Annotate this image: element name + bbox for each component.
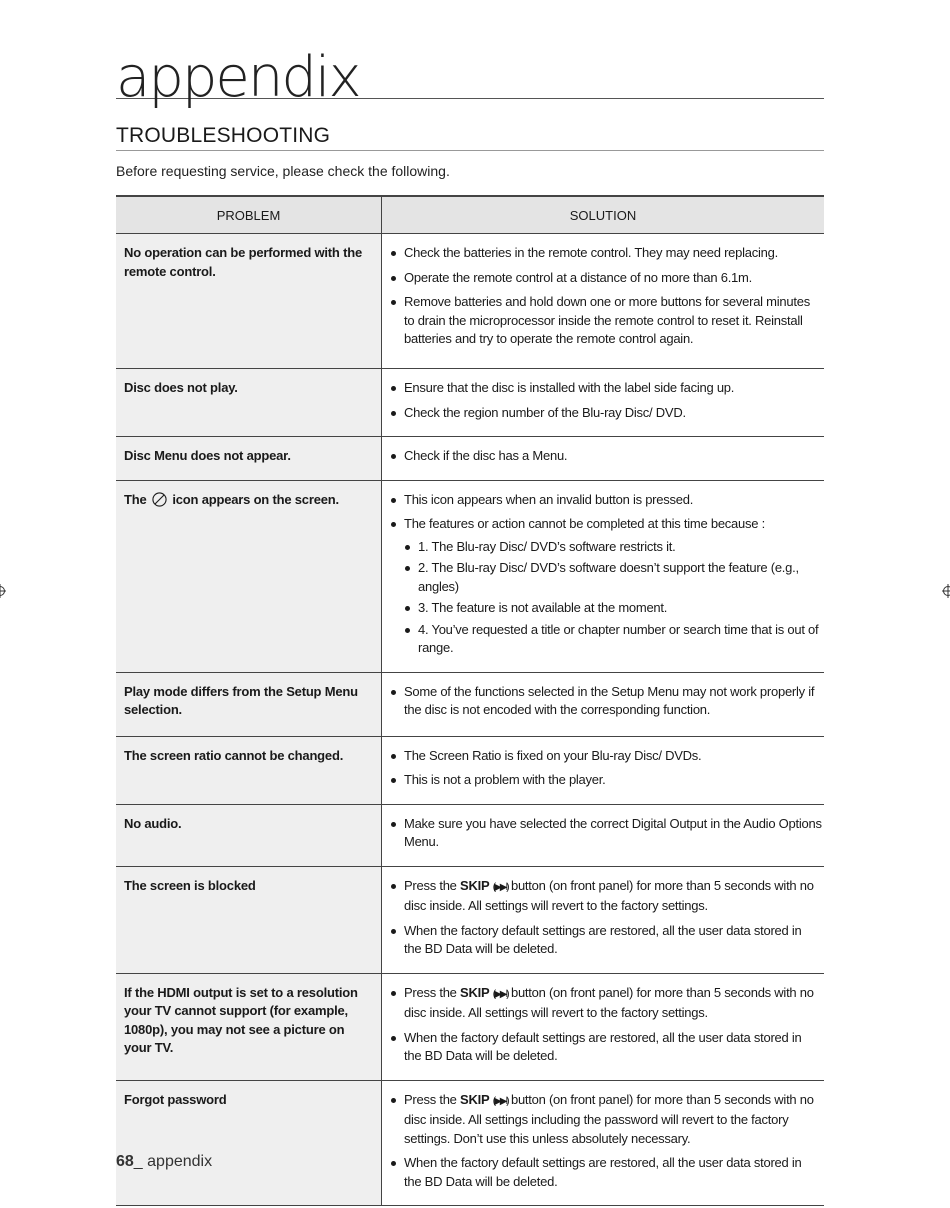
problem-cell: Forgot password — [116, 1080, 382, 1206]
table-row — [116, 369, 824, 437]
solution-item: Check if the disc has a Menu. — [390, 447, 822, 466]
solution-cell — [382, 480, 825, 672]
table-row — [116, 973, 824, 1080]
table-row — [116, 234, 824, 369]
table-row — [116, 804, 824, 866]
solution-item: Check the region number of the Blu-ray Disc/ DVD. — [390, 404, 822, 423]
table-row — [116, 480, 824, 672]
solution-cell — [382, 736, 825, 804]
problem-cell — [116, 480, 382, 672]
press-text-rest: button (on front panel) for more than 5 seconds with no disc inside. All settings including the password will revert to the factory settings. Don’t use this unless absolutely necessary. — [404, 1091, 814, 1146]
solution-cell — [382, 672, 825, 736]
solution-item-text: The features or action cannot be completed at this time because : — [404, 516, 765, 531]
solution-list — [390, 244, 822, 349]
problem-text-start: The — [124, 491, 147, 507]
solution-list — [390, 491, 822, 658]
solution-cell — [382, 804, 825, 866]
solution-list — [390, 747, 822, 790]
solution-item: Ensure that the disc is installed with the label side facing up. — [390, 379, 822, 398]
table-header-row — [116, 196, 824, 234]
solution-column-header: SOLUTION — [382, 196, 825, 234]
solution-cell — [382, 369, 825, 437]
problem-cell: No operation can be performed with the remote control. — [116, 234, 382, 369]
problem-cell: Play mode differs from the Setup Menu selection. — [116, 672, 382, 736]
solution-list — [390, 1091, 822, 1192]
table-row — [116, 1080, 824, 1206]
reason-item: 4. You’ve requested a title or chapter number or search time that is out of range. — [404, 621, 822, 658]
problem-text-end: icon appears on the screen. — [172, 491, 339, 507]
intro-text: Before requesting service, please check the following. — [116, 163, 450, 179]
problem-cell: If the HDMI output is set to a resolution your TV cannot support (for example, 1080p), you may not see a picture on your TV. — [116, 973, 382, 1080]
troubleshooting-table — [116, 195, 824, 1206]
problem-cell: Disc Menu does not appear. — [116, 437, 382, 481]
skip-icon: (▶▶I) — [492, 988, 508, 1000]
solution-item: When the factory default settings are restored, all the user data stored in the BD Data will be deleted. — [390, 1154, 822, 1191]
page-number: 68 — [116, 1153, 134, 1170]
problem-cell: The screen is blocked — [116, 866, 382, 973]
solution-item — [390, 877, 822, 916]
reason-list — [404, 538, 822, 658]
registration-mark-icon — [942, 584, 950, 598]
table-row — [116, 437, 824, 481]
solution-item: The Screen Ratio is fixed on your Blu-ray Disc/ DVDs. — [390, 747, 822, 766]
problem-column-header: PROBLEM — [116, 196, 382, 234]
problem-cell: Disc does not play. — [116, 369, 382, 437]
registration-mark-icon — [0, 584, 6, 598]
skip-button-label: SKIP — [460, 877, 490, 893]
solution-list — [390, 984, 822, 1066]
solution-item: Operate the remote control at a distance of no more than 6.1m. — [390, 269, 822, 288]
solution-cell — [382, 973, 825, 1080]
press-text-rest: button (on front panel) for more than 5 seconds with no disc inside. All settings will revert to the factory settings. — [404, 984, 814, 1020]
section-title: TROUBLESHOOTING — [116, 124, 331, 147]
press-text: Press the — [404, 877, 457, 893]
prohibited-icon — [152, 492, 167, 507]
solution-list — [390, 379, 822, 422]
solution-list — [390, 683, 822, 720]
press-text: Press the — [404, 1091, 457, 1107]
skip-icon: (▶▶I) — [492, 881, 508, 893]
press-text: Press the — [404, 984, 457, 1000]
skip-button-label: SKIP — [460, 1091, 490, 1107]
solution-list — [390, 877, 822, 959]
solution-item: Some of the functions selected in the Setup Menu may not work properly if the disc is not encoded with the corresponding function. — [390, 683, 822, 720]
skip-icon: (▶▶I) — [492, 1095, 508, 1107]
solution-list — [390, 447, 822, 466]
solution-item: When the factory default settings are restored, all the user data stored in the BD Data will be deleted. — [390, 1029, 822, 1066]
reason-item: 1. The Blu-ray Disc/ DVD’s software restricts it. — [404, 538, 822, 557]
solution-item — [390, 984, 822, 1023]
solution-list — [390, 815, 822, 852]
table-row — [116, 866, 824, 973]
solution-cell — [382, 1080, 825, 1206]
skip-button-label: SKIP — [460, 984, 490, 1000]
solution-item: This icon appears when an invalid button is pressed. — [390, 491, 822, 510]
solution-item — [390, 515, 822, 658]
solution-cell — [382, 866, 825, 973]
table-row — [116, 672, 824, 736]
solution-item: Check the batteries in the remote control. They may need replacing. — [390, 244, 822, 263]
press-text-rest: button (on front panel) for more than 5 seconds with no disc inside. All settings will revert to the factory settings. — [404, 877, 814, 913]
solution-item: Remove batteries and hold down one or more buttons for several minutes to drain the microprocessor inside the remote control to reset it. Reinstall batteries and try to operate the remote control again. — [390, 293, 822, 349]
solution-item: When the factory default settings are restored, all the user data stored in the BD Data will be deleted. — [390, 922, 822, 959]
table-row — [116, 736, 824, 804]
section-header — [116, 124, 824, 151]
page-label: _ appendix — [133, 1153, 213, 1170]
solution-item: This is not a problem with the player. — [390, 771, 822, 790]
problem-cell: No audio. — [116, 804, 382, 866]
page-footer — [116, 1153, 212, 1171]
chapter-header — [116, 44, 824, 110]
solution-cell — [382, 437, 825, 481]
solution-item — [390, 1091, 822, 1149]
problem-cell: The screen ratio cannot be changed. — [116, 736, 382, 804]
chapter-title: appendix — [116, 45, 360, 110]
reason-item: 2. The Blu-ray Disc/ DVD’s software doesn’t support the feature (e.g., angles) — [404, 559, 822, 596]
solution-cell — [382, 234, 825, 369]
reason-item: 3. The feature is not available at the moment. — [404, 599, 822, 618]
solution-item: Make sure you have selected the correct Digital Output in the Audio Options Menu. — [390, 815, 822, 852]
